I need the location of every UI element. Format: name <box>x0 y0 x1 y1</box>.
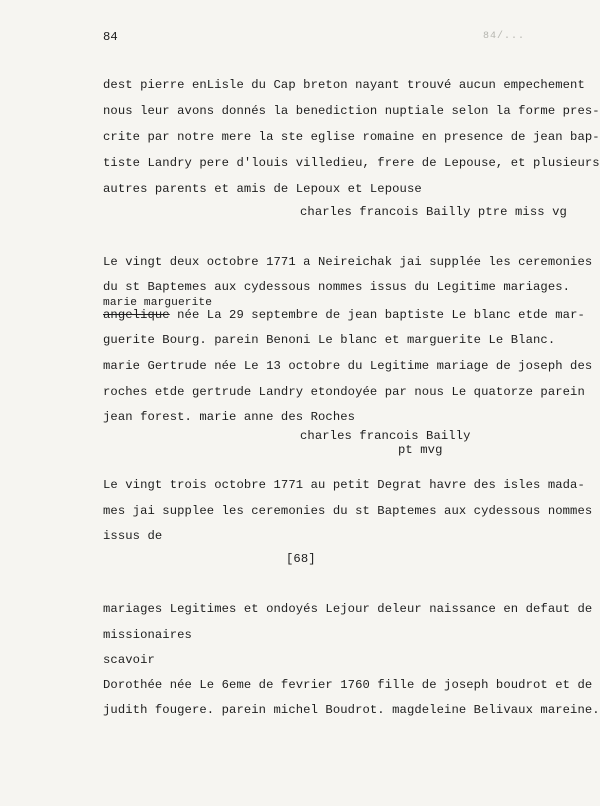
page-marker: [68] <box>286 552 316 566</box>
entry2-line: Le vingt deux octobre 1771 a Neireichak jai supplée les ceremonies <box>103 255 593 269</box>
entry4-line: mariages Legitimes et ondoyés Lejour deleur naissance en defaut de <box>103 602 593 616</box>
entry1-signature: charles francois Bailly ptre miss vg <box>300 205 567 219</box>
pencil-mark: 84/... <box>483 31 526 42</box>
entry3-line: issus de <box>103 529 163 543</box>
page-number: 84 <box>103 30 118 44</box>
entry4-line: scavoir <box>103 653 155 667</box>
entry1-line: tiste Landry pere d'louis villedieu, frere de Lepouse, et plusieurs <box>103 156 600 170</box>
entry2-line-continuation: née La 29 septembre de jean baptiste Le blanc etde mar- <box>169 308 585 322</box>
entry1-line: autres parents et amis de Lepoux et Lepouse <box>103 182 422 196</box>
entry4-line: Dorothée née Le 6eme de fevrier 1760 fille de joseph boudrot et de <box>103 678 593 692</box>
entry2-line: guerite Bourg. parein Benoni Le blanc et marguerite Le Blanc. <box>103 333 556 347</box>
inserted-name: marie marguerite <box>103 297 213 309</box>
entry4-line: missionaires <box>103 628 192 642</box>
entry1-line: crite par notre mere la ste eglise romaine en presence de jean bap- <box>103 130 600 144</box>
entry4-line: judith fougere. parein michel Boudrot. magdeleine Belivaux mareine. <box>103 703 600 717</box>
entry2-line: jean forest. marie anne des Roches <box>103 410 356 424</box>
entry3-line: mes jai supplee les ceremonies du st Baptemes aux cydessous nommes <box>103 504 593 518</box>
entry2-strike-line <box>103 308 585 322</box>
entry2-signature: charles francois Bailly <box>300 429 471 443</box>
entry2-line: marie Gertrude née Le 13 octobre du Legitime mariage de joseph des <box>103 359 593 373</box>
entry1-line: dest pierre enLisle du Cap breton nayant trouvé aucun empechement <box>103 78 585 92</box>
struck-name: angelique <box>103 308 170 322</box>
entry2-line: du st Baptemes aux cydessous nommes issus du Legitime mariages. <box>103 280 571 294</box>
entry2-signature-title: pt mvg <box>398 443 443 457</box>
entry1-line: nous leur avons donnés la benediction nuptiale selon la forme pres- <box>103 104 600 118</box>
entry3-line: Le vingt trois octobre 1771 au petit Degrat havre des isles mada- <box>103 478 585 492</box>
entry2-line: roches etde gertrude Landry etondoyée par nous Le quatorze parein <box>103 385 585 399</box>
